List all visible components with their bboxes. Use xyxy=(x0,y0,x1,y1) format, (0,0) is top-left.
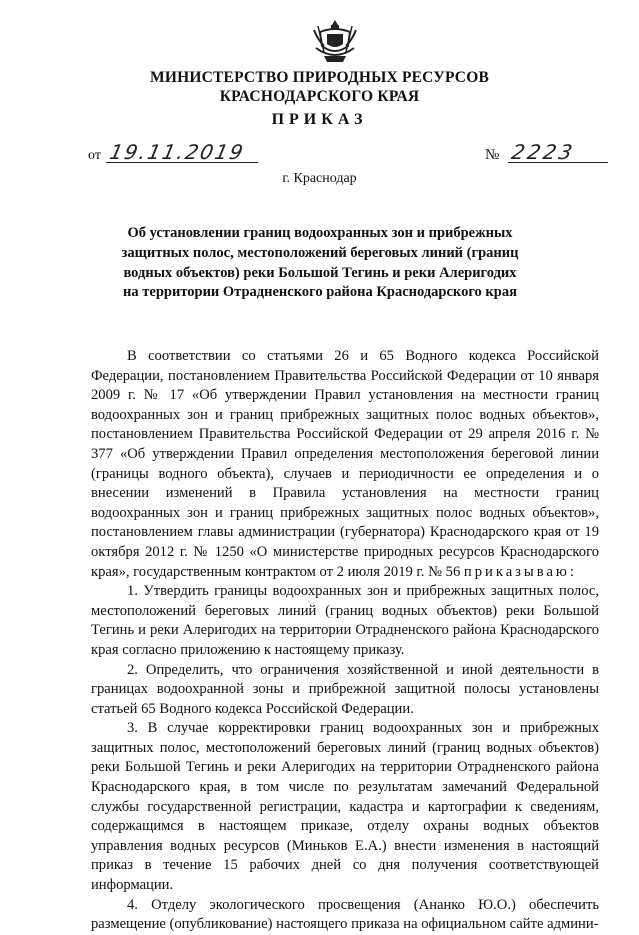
order-body xyxy=(91,347,599,935)
order-item-3: 3. В случае корректировки границ водоохранных зон и прибрежных защитных полос, местоположений береговых линий (границ водных объектов) реки Большой Тегинь и реки Алеригодих на территории Отрадненского района Краснодарского края, в том числе по результатам замечаний Федеральной службы государственной регистрации, кадастра и картографии к сведениям, содержащимся в настоящем приказе, отделу охраны водных объектов управления водных ресурсов (Миньков Е.А.) внести изменения в настоящий приказ в течение 15 рабочих дней со дня получения соответствующей информации. xyxy=(91,720,599,894)
ministry-name-line1: МИНИСТЕРСТВО ПРИРОДНЫХ РЕСУРСОВ xyxy=(150,69,489,86)
handwritten-order-number: 2223 xyxy=(509,140,578,164)
ministry-name-line2: КРАСНОДАРСКОГО КРАЯ xyxy=(219,88,420,105)
coat-of-arms-emblem xyxy=(310,18,360,66)
date-underline xyxy=(106,162,258,163)
preamble-text: В соответствии со статьями 26 и 65 Водного кодекса Российской Федерации, постановлением Правительства Российской Федерации от 10 января 2009 г. № 17 «Об утверждении Правил установления на местности границ водоохранных зон и границ прибрежных защитных полос водных объектов», постановлением Правительства Российской Федерации от 29 апреля 2016 г. № 377 «Об утверждении Правил определения местоположения береговой линии (границы водного объекта), случаев и периодичности ее определения и о внесении изменений в Правила установления на местности границ водоохранных зон и границ прибрежных защитных полос водных объектов», постановлением главы администрации (губернатора) Краснодарского края от 19 октября 2012 г. № 1250 «О министерстве природных ресурсов Краснодарского края», государственным контрактом от 2 июля 2019 г. № 56 xyxy=(91,348,599,580)
preamble-paragraph xyxy=(91,347,599,582)
city-label: г. Краснодар xyxy=(282,171,357,186)
order-item-4: 4. Отделу экологического просвещения (Ананко Ю.О.) обеспечить размещение (опубликование) настоящего приказа на официальном сайте админи- xyxy=(91,896,599,933)
handwritten-date: 19.11.2019 xyxy=(107,140,248,164)
document-type-title: ПРИКАЗ xyxy=(271,111,368,128)
number-prefix: № xyxy=(485,147,500,163)
order-item-1: 1. Утвердить границы водоохранных зон и прибрежных защитных полос, местоположений береговых линий (границ водных объектов) реки Большой Тегинь и реки Алеригодих на территории Отрадненского района Краснодарского края согласно приложению к настоящему приказу. xyxy=(91,583,599,658)
date-prefix: от xyxy=(88,148,101,163)
order-item-2: 2. Определить, что ограничения хозяйственной и иной деятельности в границах водоохранной зоны и прибрежной защитной полосы установлены статьей 65 Водного кодекса Российской Федерации. xyxy=(91,661,599,717)
number-underline xyxy=(508,162,608,163)
preamble-keyword: приказываю: xyxy=(463,563,577,580)
order-subject-title: Об установлении границ водоохранных зон и прибрежных защитных полос, местоположений береговых линий (границ водных объектов) реки Большой Тегинь и реки Алеригодих на территории Отрадненского района Краснодарского края xyxy=(121,225,519,301)
